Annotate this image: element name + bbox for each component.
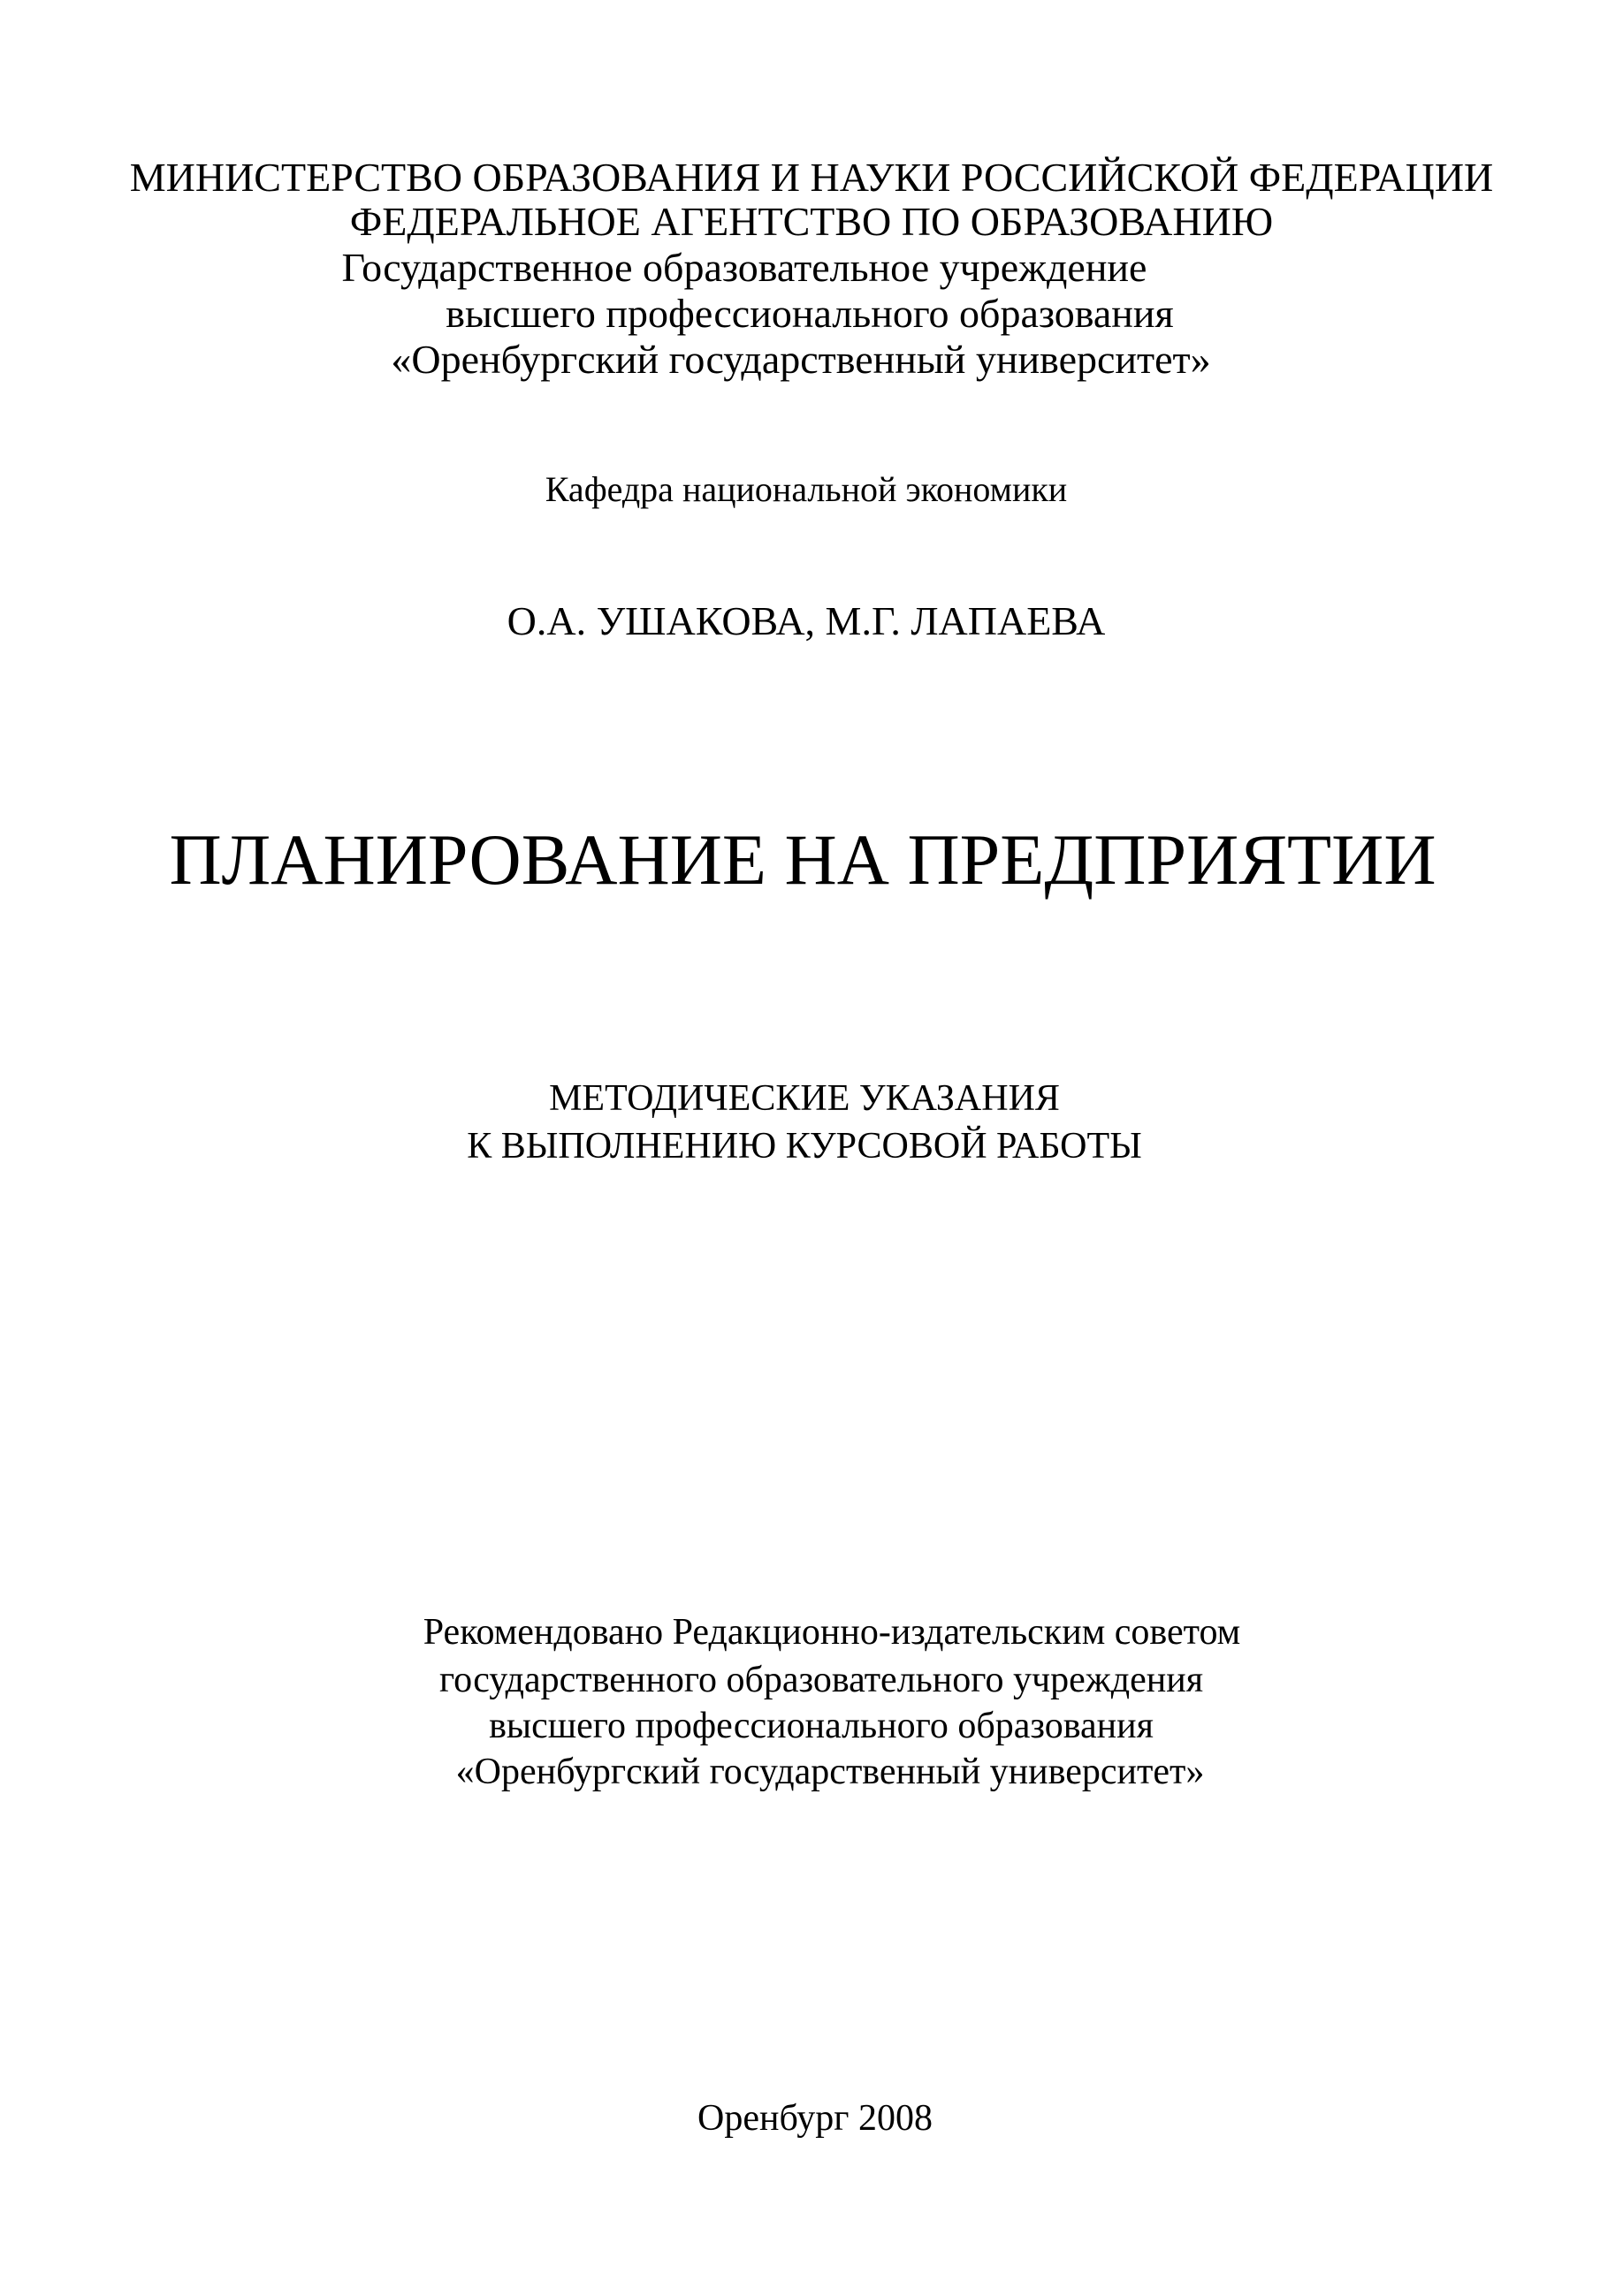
document-title: ПЛАНИРОВАНИЕ НА ПРЕДПРИЯТИИ	[169, 819, 1436, 900]
recommendation-line-4: «Оренбургский государственный университет»	[455, 1752, 1205, 1792]
authors: О.А. УШАКОВА, М.Г. ЛАПАЕВА	[507, 598, 1106, 643]
recommendation-line-2: государственного образовательного учреждения	[438, 1660, 1204, 1700]
ministry-line: МИНИСТЕРСТВО ОБРАЗОВАНИЯ И НАУКИ РОССИЙСКОЙ ФЕДЕРАЦИИ	[129, 155, 1494, 200]
recommendation-line-1: Рекомендовано Редакционно-издательским советом	[423, 1612, 1241, 1653]
recommendation-line-3: высшего профессионального образования	[489, 1706, 1154, 1746]
university-name-line: «Оренбургский государственный университет»	[391, 337, 1211, 382]
institution-type-line: Государственное образовательное учреждение	[341, 245, 1147, 290]
agency-line: ФЕДЕРАЛЬНОЕ АГЕНТСТВО ПО ОБРАЗОВАНИЮ	[349, 199, 1274, 244]
city-year: Оренбург 2008	[697, 2098, 933, 2139]
department-name: Кафедра национальной экономики	[545, 469, 1068, 509]
subtitle-line-2: К ВЫПОЛНЕНИЮ КУРСОВОЙ РАБОТЫ	[467, 1126, 1142, 1167]
institution-level-line: высшего профессионального образования	[446, 291, 1174, 336]
subtitle-line-1: МЕТОДИЧЕСКИЕ УКАЗАНИЯ	[549, 1078, 1060, 1119]
